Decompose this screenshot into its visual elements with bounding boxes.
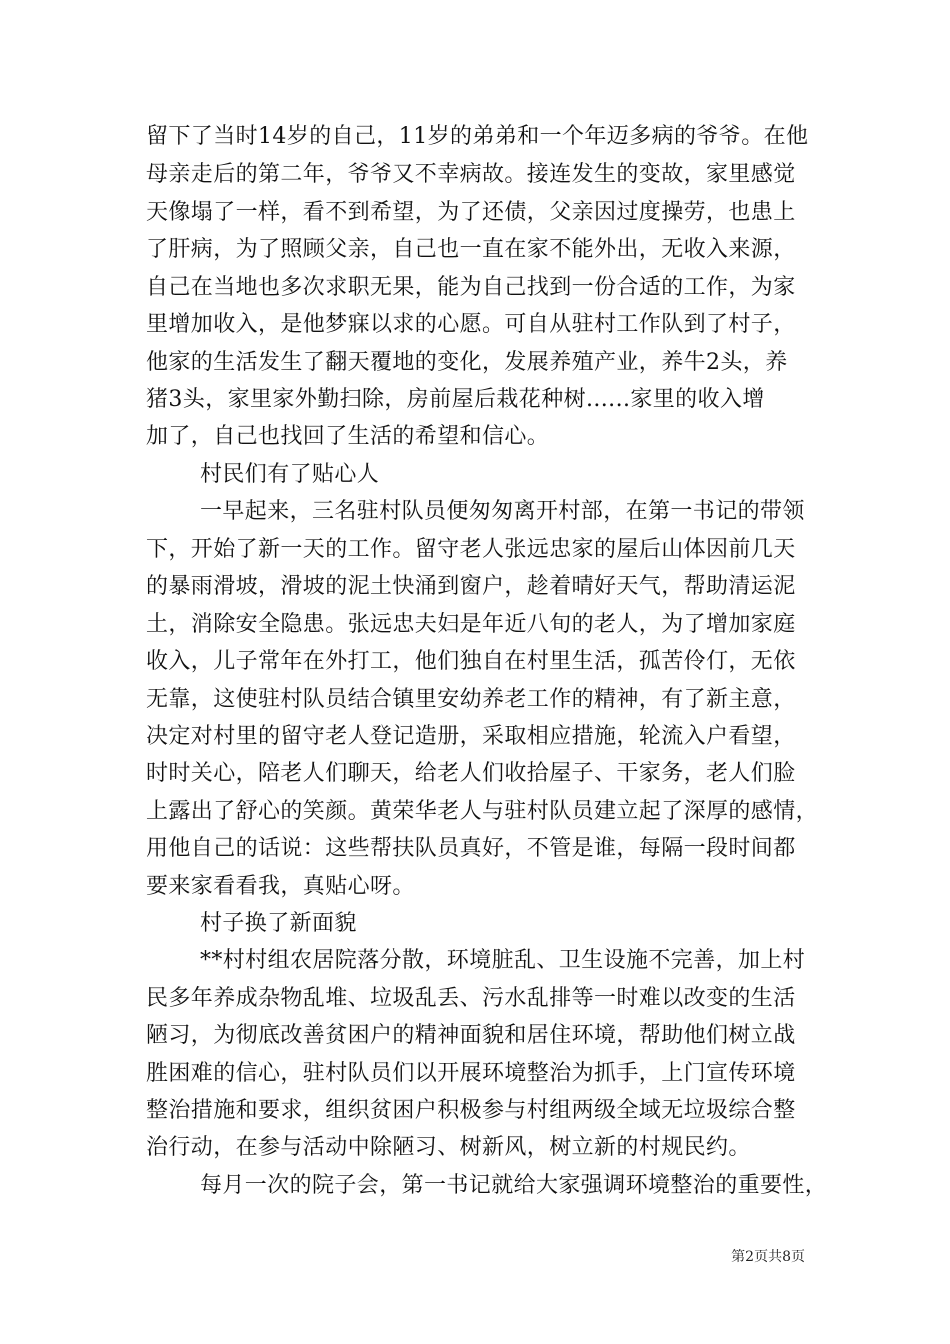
paragraph-line: **村村组农居院落分散，环境脏乱、卫生设施不完善，加上村 [200, 948, 806, 973]
paragraph-line: 用他自己的话说：这些帮扶队员真好，不管是谁，每隔一段时间都 [146, 836, 796, 861]
paragraph-line: 加了，自己也找回了生活的希望和信心。 [146, 424, 550, 449]
section-heading: 村民们有了贴心人 [200, 462, 380, 487]
paragraph-line: 母亲走后的第二年，爷爷又不幸病故。接连发生的变故，家里感觉 [146, 162, 796, 187]
paragraph-line: 土，消除安全隐患。张远忠夫妇是年近八旬的老人，为了增加家庭 [146, 612, 796, 637]
paragraph-line: 下，开始了新一天的工作。留守老人张远忠家的屋后山体因前几天 [146, 537, 796, 562]
paragraph-line: 时时关心，陪老人们聊天，给老人们收拾屋子、干家务，老人们脸 [146, 761, 796, 786]
paragraph-line: 无靠，这使驻村队员结合镇里安幼养老工作的精神，有了新主意， [146, 687, 796, 712]
paragraph-line: 留下了当时14岁的自己，11岁的弟弟和一个年迈多病的爷爷。在他 [146, 124, 809, 149]
paragraph-line: 决定对村里的留守老人登记造册，采取相应措施，轮流入户看望， [146, 724, 796, 749]
paragraph-line: 自己在当地也多次求职无果，能为自己找到一份合适的工作，为家 [146, 275, 796, 300]
paragraph-line: 民多年养成杂物乱堆、垃圾乱丢、污水乱排等一时难以改变的生活 [146, 986, 796, 1011]
paragraph-line: 要来家看看我，真贴心呀。 [146, 874, 415, 899]
paragraph-line: 每月一次的院子会，第一书记就给大家强调环境整治的重要性， [200, 1173, 828, 1198]
paragraph-line: 他家的生活发生了翻天覆地的变化，发展养殖产业，养牛2头，养 [146, 350, 788, 375]
paragraph-line: 胜困难的信心，驻村队员们以开展环境整治为抓手，上门宣传环境 [146, 1061, 796, 1086]
paragraph-line: 的暴雨滑坡，滑坡的泥土快涌到窗户，趁着晴好天气，帮助清运泥 [146, 574, 796, 599]
paragraph-line: 天像塌了一样，看不到希望，为了还债，父亲因过度操劳，也患上 [146, 200, 796, 225]
paragraph-line: 了肝病，为了照顾父亲，自己也一直在家不能外出，无收入来源， [146, 237, 796, 262]
paragraph-line: 收入，儿子常年在外打工，他们独自在村里生活，孤苦伶仃，无依 [146, 649, 796, 674]
page-number: 第2页共8页 [731, 1249, 805, 1265]
paragraph-line: 整治措施和要求，组织贫困户积极参与村组两级全域无垃圾综合整 [146, 1098, 796, 1123]
paragraph-line: 一早起来，三名驻村队员便匆匆离开村部，在第一书记的带领 [200, 499, 805, 524]
paragraph-line: 猪3头，家里家外勤扫除，房前屋后栽花种树......家里的收入增 [146, 387, 765, 412]
paragraph-line: 陋习，为彻底改善贫困户的精神面貌和居住环境，帮助他们树立战 [146, 1023, 796, 1048]
section-heading: 村子换了新面貌 [200, 911, 357, 936]
paragraph-line: 治行动，在参与活动中除陋习、树新风，树立新的村规民约。 [146, 1135, 751, 1160]
paragraph-line: 里增加收入，是他梦寐以求的心愿。可自从驻村工作队到了村子， [146, 312, 796, 337]
paragraph-line: 上露出了舒心的笑颜。黄荣华老人与驻村队员建立起了深厚的感情， [146, 799, 819, 824]
